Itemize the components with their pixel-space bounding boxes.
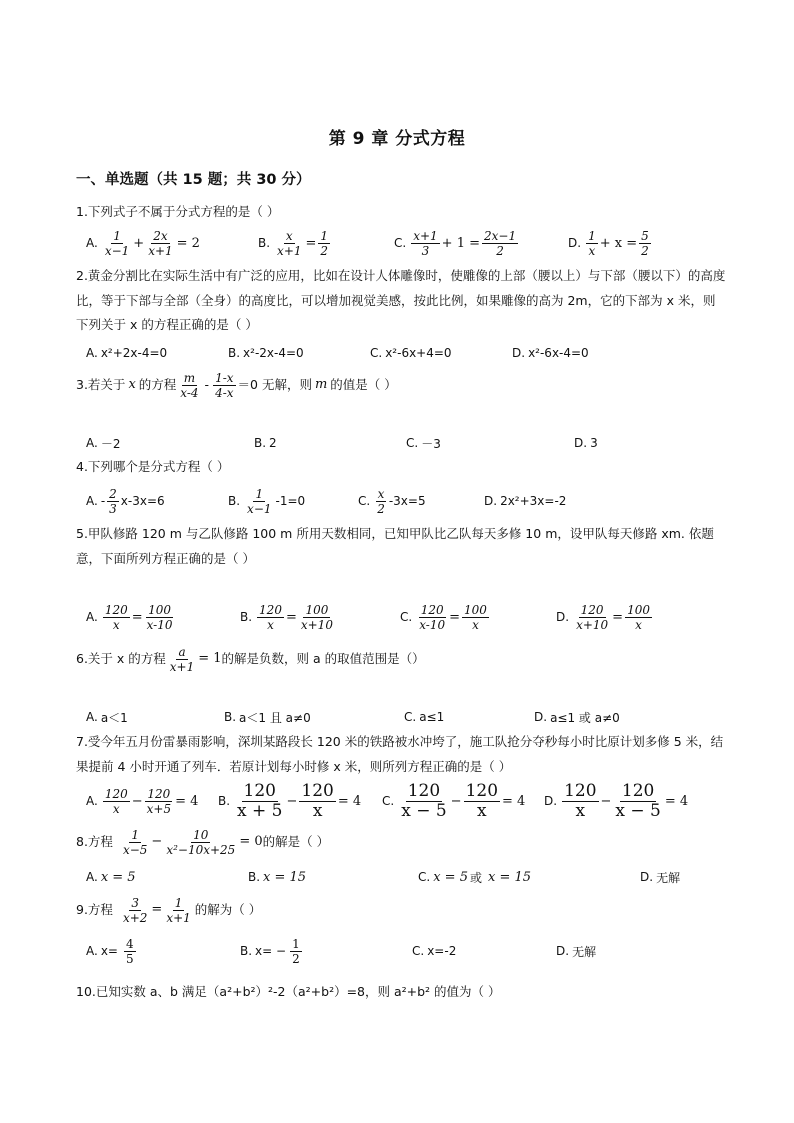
fraction: $\frac{100}{x+10}$ — [300, 602, 333, 632]
question-6-stem: 6.关于 x 的方程 $\frac{a}{x+1}$ = 1 的解是负数，则 a 的取值范围是（） — [76, 644, 425, 674]
fraction: $\frac{m}{x-4}$ — [180, 370, 199, 400]
q7-option-c[interactable]: C. $\frac{120}{x - 5}$ − $\frac{120}{x}$ = 4 — [382, 780, 526, 821]
q9-option-a[interactable]: A. x= $\frac{4}{5}$ — [86, 936, 134, 966]
q1-option-d[interactable]: D. $\frac{1}{x}$ + x = $\frac{5}{2}$ — [568, 228, 649, 258]
option-label: D. — [568, 236, 582, 250]
q9-option-b[interactable]: B. x= − $\frac{1}{2}$ — [240, 936, 300, 966]
q2-option-c[interactable]: C. x²-6x+4=0 — [370, 346, 452, 360]
question-7-options — [86, 780, 726, 821]
q3-option-d[interactable]: D. 3 — [574, 436, 598, 450]
option-label: C. — [394, 236, 407, 250]
fraction: $\frac{x+1}{3}$ — [413, 228, 438, 258]
q7-option-d[interactable]: D. $\frac{120}{x}$ − $\frac{120}{x - 5}$ = 4 — [544, 780, 689, 821]
question-9-stem: 9.方程 $\frac{3}{x+2}$ = $\frac{1}{x+1}$ 的解为（ ） — [76, 895, 262, 925]
fraction: $\frac{1}{2}$ — [292, 936, 300, 966]
q6-option-c[interactable]: C. a≤1 — [404, 710, 445, 724]
question-5-stem: 5.甲队修路 120 m 与乙队修路 100 m 所用天数相同，已知甲队比乙队每天多修 10 m，设甲队每天修路 xm. 依题意，下面所列方程正确的是（ ） — [76, 526, 714, 566]
fraction: $\frac{120}{x+5}$ — [146, 786, 172, 816]
fraction: $\frac{2}{3}$ — [109, 486, 117, 516]
fraction: $\frac{1}{x-1}$ — [247, 486, 272, 516]
question-10-stem: 10.已知实数 a、b 满足（a²+b²）²-2（a²+b²）=8，则 a²+b² 的值为（ ） — [76, 984, 501, 999]
q1-option-c[interactable]: C. $\frac{x+1}{3}$ + 1 = $\frac{2x-1}{2}$ — [394, 228, 517, 258]
page-title: 第 9 章 分式方程 — [328, 129, 466, 149]
fraction: $\frac{120}{x-10}$ — [419, 602, 446, 632]
question-7-stem: 7.受今年五月份雷暴雨影响，深圳某路段长 120 米的铁路被水冲垮了，施工队抢分夺秒每小时比原计划多修 5 米，结果提前 4 小时开通了列车．若原计划每小时修 x 米，则所列方程正确的是（ ） — [76, 734, 724, 774]
fraction: $\frac{1}{2}$ — [320, 228, 329, 258]
fraction: $\frac{120}{x}$ — [564, 780, 597, 821]
fraction: $\frac{120}{x}$ — [301, 780, 334, 821]
question-6-options — [86, 702, 726, 732]
q6-option-b[interactable]: B. a＜1 且 a≠0 — [224, 710, 311, 725]
q7-option-b[interactable]: B. $\frac{120}{x + 5}$ − $\frac{120}{x}$ = 4 — [218, 780, 362, 821]
q8-option-b[interactable]: B. x = 15 — [248, 869, 307, 885]
q8-option-c[interactable]: C. x = 5 或 x = 15 — [418, 869, 532, 885]
question-3-stem: 3.若关于 x 的方程 $\frac{m}{x-4}$ - $\frac{1-x}{4-x}$ ＝0 无解，则 m 的值是（ ） — [76, 370, 397, 400]
fraction: $\frac{2x-1}{2}$ — [484, 228, 517, 258]
q4-option-a[interactable]: A. - $\frac{2}{3}$ x-3x=6 — [86, 486, 165, 516]
fraction: $\frac{100}{x-10}$ — [146, 602, 173, 632]
fraction: $\frac{120}{x - 5}$ — [615, 780, 661, 821]
question-5-options — [86, 602, 726, 632]
q4-option-c[interactable]: C. $\frac{x}{2}$ -3x=5 — [358, 486, 426, 516]
q7-option-a[interactable]: A. $\frac{120}{x}$ − $\frac{120}{x+5}$ = 4 — [86, 786, 199, 816]
question-8-stem: 8.方程 $\frac{1}{x-5}$ − $\frac{10}{\text{x²−10x+25}}$ = 0 的解是（ ） — [76, 827, 330, 857]
q5-option-a[interactable]: A. $\frac{120}{x}$ = $\frac{100}{x-10}$ — [86, 602, 173, 632]
fraction: $\frac{5}{2}$ — [641, 228, 649, 258]
q6-option-d[interactable]: D. a≤1 或 a≠0 — [534, 710, 620, 725]
q5-option-c[interactable]: C. $\frac{120}{x-10}$ = $\frac{100}{x}$ — [400, 602, 487, 632]
question-4-stem: 4.下列哪个是分式方程（ ） — [76, 459, 230, 474]
q9-option-d[interactable]: D. 无解 — [556, 944, 597, 959]
fraction: $\frac{x}{x+1}$ — [277, 228, 302, 258]
q9-option-c[interactable]: C. x=-2 — [412, 944, 457, 958]
question-2-options — [86, 338, 726, 368]
fraction: $\frac{x}{2}$ — [377, 486, 385, 516]
fraction: $\frac{1}{x-1}$ — [104, 228, 130, 258]
q2-option-d[interactable]: D. x²-6x-4=0 — [512, 346, 589, 360]
fraction: $\frac{120}{x + 5}$ — [237, 780, 283, 821]
fraction: $\frac{120}{x}$ — [104, 602, 128, 632]
option-label: B. — [258, 236, 271, 250]
section-heading: 一、单选题（共 15 题；共 30 分） — [76, 172, 311, 188]
question-9-options — [86, 934, 726, 968]
q4-option-d[interactable]: D. 2x²+3x=-2 — [484, 494, 567, 508]
q2-option-a[interactable]: A. x²+2x-4=0 — [86, 346, 168, 360]
question-1-options — [86, 228, 726, 258]
fraction: $\frac{a}{x+1}$ — [169, 644, 195, 674]
q3-option-a[interactable]: A. －2 — [86, 436, 121, 451]
fraction: $\frac{100}{x}$ — [627, 602, 650, 632]
q1-option-a[interactable]: A. $\frac{1}{x-1}$ + $\frac{2x}{x+1}$ = 2 — [86, 228, 200, 258]
fraction: $\frac{10}{\text{x²−10x+25}}$ — [166, 827, 236, 857]
question-4-options — [86, 486, 726, 516]
fraction: $\frac{4}{5}$ — [125, 936, 134, 966]
fraction: $\frac{1-x}{4-x}$ — [215, 370, 234, 400]
q3-option-c[interactable]: C. －3 — [406, 436, 441, 451]
q3-option-b[interactable]: B. 2 — [254, 436, 277, 450]
fraction: $\frac{120}{x}$ — [104, 786, 128, 816]
fraction: $\frac{1}{x}$ — [588, 228, 596, 258]
question-3-options — [86, 428, 726, 458]
fraction: $\frac{120}{x}$ — [259, 602, 282, 632]
q2-option-b[interactable]: B. x²-2x-4=0 — [228, 346, 304, 360]
fraction: $\frac{100}{x}$ — [464, 602, 487, 632]
fraction: $\frac{120}{x - 5}$ — [401, 780, 447, 821]
q5-option-b[interactable]: B. $\frac{120}{x}$ = $\frac{100}{x+10}$ — [240, 602, 333, 632]
fraction: $\frac{120}{x}$ — [465, 780, 499, 821]
q8-option-d[interactable]: D. 无解 — [640, 870, 681, 885]
question-1-stem: 1.下列式子不属于分式方程的是（ ） — [76, 204, 280, 219]
q4-option-b[interactable]: B. $\frac{1}{x-1}$ -1=0 — [228, 486, 306, 516]
fraction: $\frac{2x}{x+1}$ — [148, 228, 173, 258]
q8-option-a[interactable]: A. x = 5 — [86, 869, 136, 885]
q6-option-a[interactable]: A. a＜1 — [86, 710, 128, 725]
question-8-options — [86, 862, 726, 892]
q5-option-d[interactable]: D. $\frac{120}{x+10}$ = $\frac{100}{x}$ — [556, 602, 650, 632]
fraction: $\frac{3}{x+2}$ — [122, 895, 148, 925]
fraction: $\frac{1}{x-5}$ — [122, 827, 148, 857]
question-2-stem: 2.黄金分割比在实际生活中有广泛的应用，比如在设计人体雕像时，使雕像的上部（腰以上）与下部（腰以下）的高度比，等于下部与全部（全身）的高度比，可以增加视觉美感，按此比例，如果雕像的高为 2m，它的下部为 x 米，则下列关于 x 的方程正确的是（ ） — [76, 268, 726, 332]
option-label: A. — [86, 236, 98, 250]
q1-option-b[interactable]: B. $\frac{x}{x+1}$ = $\frac{1}{2}$ — [258, 228, 329, 258]
fraction: $\frac{120}{x+10}$ — [576, 602, 609, 632]
fraction: $\frac{1}{x+1}$ — [166, 895, 191, 925]
